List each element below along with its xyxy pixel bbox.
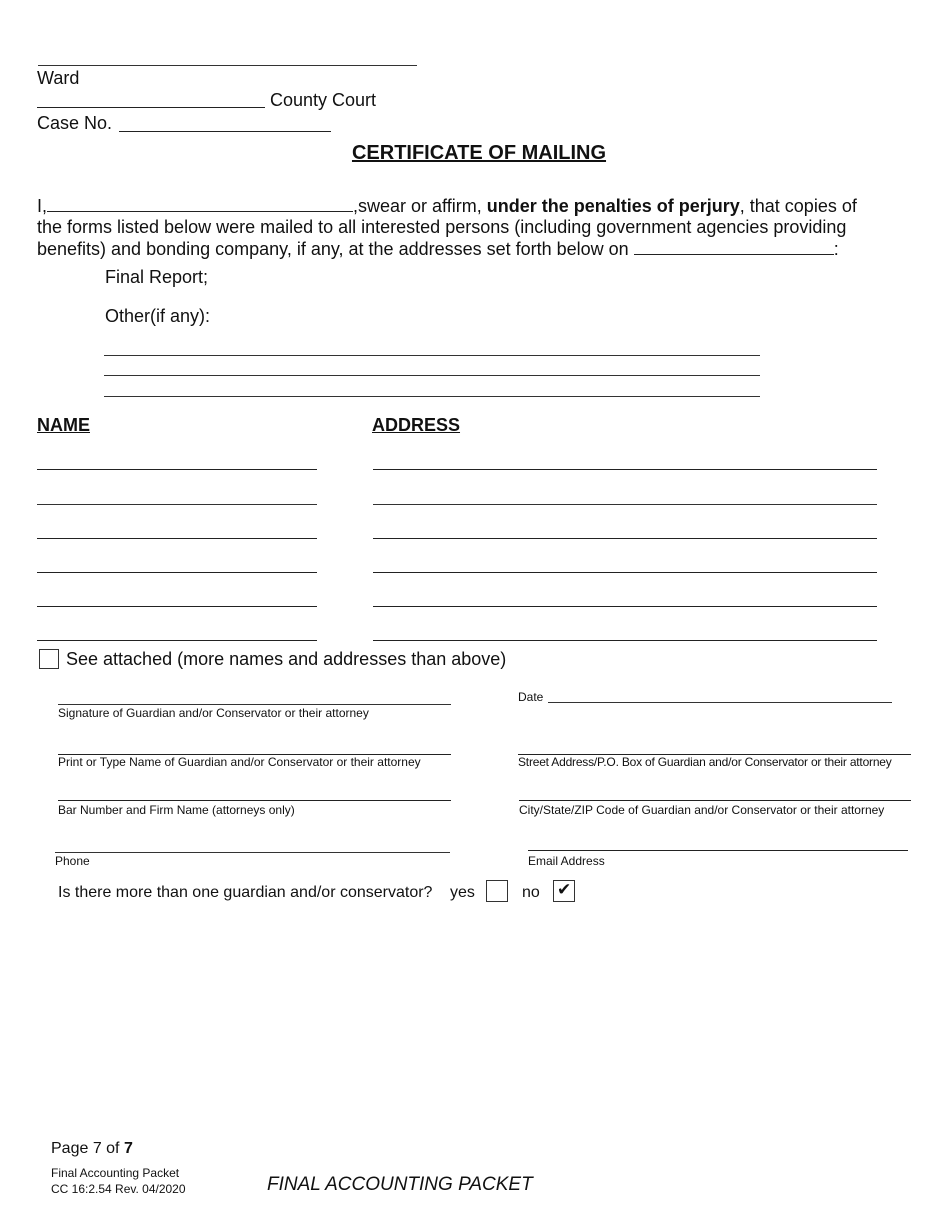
name-line-2[interactable] [37,504,317,505]
name-line-4[interactable] [37,572,317,573]
county-court-label: County Court [270,90,377,110]
other-item: Other(if any): [105,306,211,326]
case-no-line[interactable] [119,131,331,132]
county-court-line[interactable] [37,107,265,108]
city-line[interactable] [519,800,911,801]
packet-title: FINAL ACCOUNTING PACKET [267,1174,533,1195]
bar-number-line[interactable] [58,800,451,801]
statement-line-3-text: benefits) and bonding company, if any, at the addresses set forth below on [37,239,629,259]
email-label: Email Address [528,854,605,868]
name-line-1[interactable] [37,469,317,470]
signature-label: Signature of Guardian and/or Conservator or their attorney [58,706,369,720]
page-title: CERTIFICATE OF MAILING [351,142,607,164]
bar-number-label: Bar Number and Firm Name (attorneys only) [58,803,295,817]
statement-prefix: I, [37,196,48,216]
date-label: Date [518,690,544,704]
date-line[interactable] [548,702,892,703]
city-label: City/State/ZIP Code of Guardian and/or Conservator or their attorney [519,803,885,817]
name-line-5[interactable] [37,606,317,607]
packet-name: Final Accounting Packet [51,1166,180,1180]
mailing-date-field[interactable] [634,238,834,255]
no-checkbox[interactable] [553,880,575,902]
address-line-2[interactable] [373,504,877,505]
form-code: CC 16:2.54 Rev. 04/2020 [51,1182,186,1196]
yes-label: yes [450,884,475,901]
statement-line-3 [37,238,839,260]
page-total: 7 [123,1140,133,1157]
signature-line[interactable] [58,704,451,705]
name-line-6[interactable] [37,640,317,641]
ward-name-line[interactable] [38,65,417,66]
statement-line-1 [37,195,857,217]
street-label: Street Address/P.O. Box of Guardian and/or Conservator or their attorney [518,755,892,769]
address-header: ADDRESS [372,415,461,435]
guardian-question: Is there more than one guardian and/or conservator? [58,884,433,901]
statement-swear: ,swear or affirm, [353,196,487,216]
address-line-4[interactable] [373,572,877,573]
statement-colon: : [833,239,839,259]
statement-line-2: the forms listed below were mailed to all interested persons (including government agencies providing [37,217,847,237]
name-header: NAME [37,415,90,435]
no-label: no [522,884,540,901]
print-name-label: Print or Type Name of Guardian and/or Conservator or their attorney [58,755,421,769]
see-attached-checkbox[interactable] [39,649,59,669]
address-line-5[interactable] [373,606,877,607]
check-mark-icon: ✔ [557,880,572,899]
page-prefix: Page 7 of [51,1140,124,1157]
name-line-3[interactable] [37,538,317,539]
page-number [51,1140,133,1158]
address-line-3[interactable] [373,538,877,539]
phone-label: Phone [55,854,90,868]
other-line-1[interactable] [104,355,760,356]
address-line-1[interactable] [373,469,877,470]
affiant-name-field[interactable] [47,195,353,212]
email-line[interactable] [528,850,908,851]
statement-bold: under the penalties of perjury [486,196,740,216]
case-no-label: Case No. [37,113,113,133]
final-report-item: Final Report; [105,267,209,287]
ward-label: Ward [37,68,80,88]
phone-line[interactable] [55,852,450,853]
other-line-2[interactable] [104,375,760,376]
yes-checkbox[interactable] [486,880,508,902]
statement-rest: , that copies of [739,196,857,216]
address-line-6[interactable] [373,640,877,641]
other-line-3[interactable] [104,396,760,397]
see-attached-label: See attached (more names and addresses than above) [66,649,507,669]
